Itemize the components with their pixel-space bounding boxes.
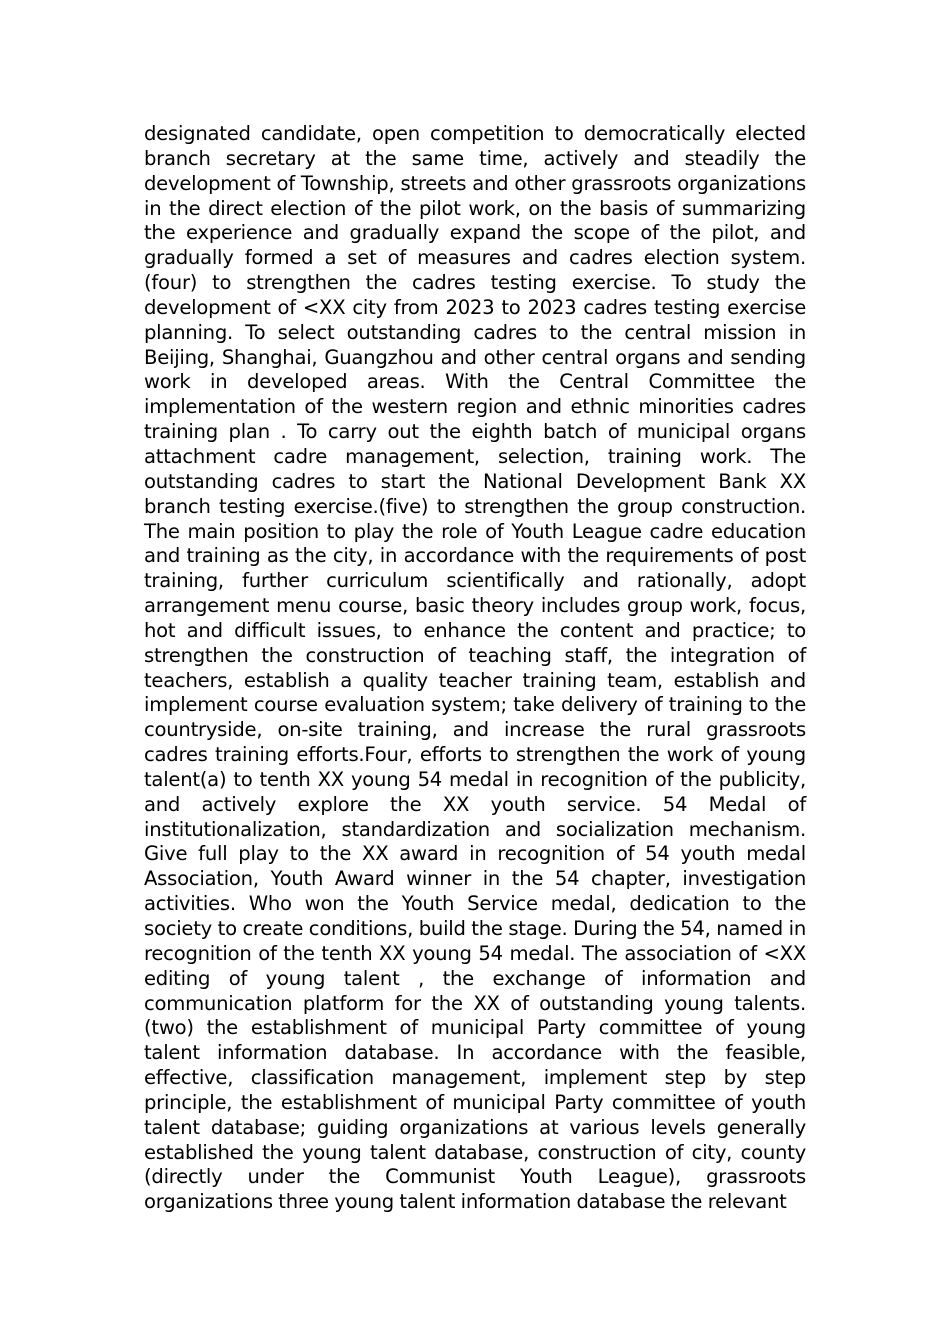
body-paragraph: designated candidate, open competition to democratically elected branch secretary at the same time, actively and steadily the development of Township, streets and other grassroots organizations in the direct election of the pilot work, on the basis of summarizing the experience and gradually expand the scope of the pilot, and gradually formed a set of measures and cadres election system.(four) to strengthen the cadres testing exercise. To study the development of <XX city from 2023 to 2023 cadres testing exercise planning. To select outstanding cadres to the central mission in Beijing, Shanghai, Guangzhou and other central organs and sending work in developed areas. With the Central Committee the implementation of the western region and ethnic minorities cadres training plan . To carry out the eighth batch of municipal organs attachment cadre management, selection, training work. The outstanding cadres to start the National Development Bank XX branch testing exercise.(five) to strengthen the group construction. The main position to play the role of Youth League cadre education and training as the city, in accordance with the requirements of post training, further curriculum scientifically and rationally, adopt arrangement menu course, basic theory includes group work, focus, hot and difficult issues, to enhance the content and practice; to strengthen the construction of teaching staff, the integration of teachers, establish a quality teacher training team, establish and implement course evaluation system; take delivery of training to the countryside, on-site training, and increase the rural grassroots cadres training efforts.Four, efforts to strengthen the work of young talent(a) to tenth XX young 54 medal in recognition of the publicity, and actively explore the XX youth service. 54 Medal of institutionalization, standardization and socialization mechanism. Give full play to the XX award in recognition of 54 youth medal Association, Youth Award winner in the 54 chapter, investigation activities. Who won the Youth Service medal, dedication to the society to create conditions, build the stage. During the 54, named in recognition of the tenth XX young 54 medal. The association of <XX editing of young talent , the exchange of information and communication platform for the XX of outstanding young talents.(two) the establishment of municipal Party committee of young talent information database. In accordance with the feasible, effective, classification management, implement step by step principle, the establishment of municipal Party committee of youth talent database; guiding organizations at various levels generally established the young talent database, construction of city, county (directly under the Communist Youth League), grassroots organizations three young talent information database the relevant xyxy=(144,122,806,1214)
